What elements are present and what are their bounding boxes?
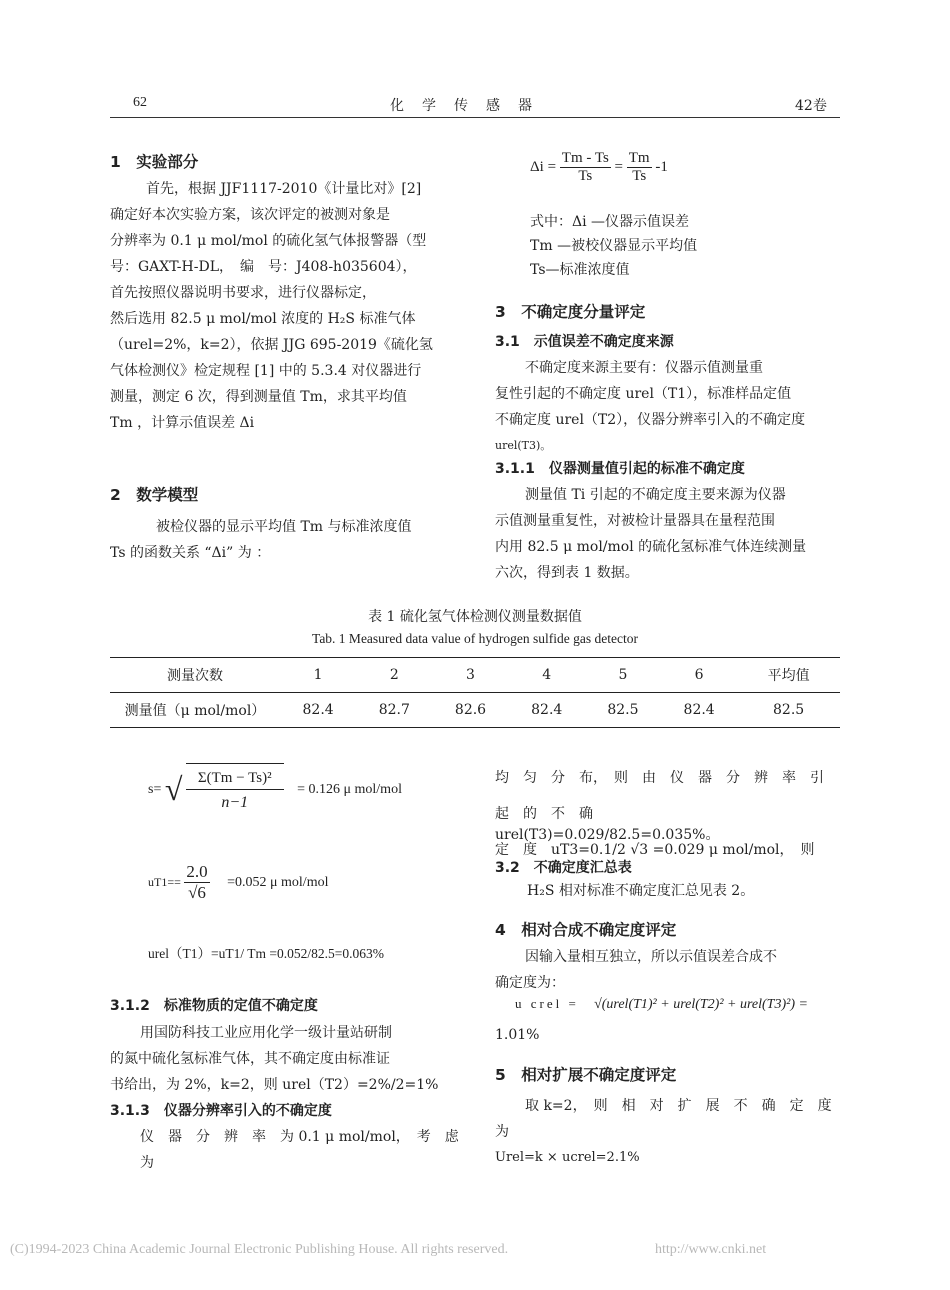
s1-line-10: Tm ，计算示值误差 Δi: [110, 415, 255, 431]
s313-line: 仪 器 分 辨 率 为 0.1 μ mol/mol， 考 虑 为: [140, 1129, 473, 1171]
s5-line-2: Urel=k × ucrel=2.1%: [495, 1150, 640, 1165]
table-header-row: [110, 658, 840, 693]
section-4-title: 4 相对合成不确定度评定: [495, 921, 677, 939]
th-3: 3: [432, 658, 508, 693]
s2-line-2: Ts 的函数关系 “Δi” 为 ：: [110, 545, 271, 561]
th-0: 测量次数: [110, 658, 280, 693]
ut1-num: 2.0: [186, 862, 208, 881]
volume: 42卷: [795, 98, 827, 114]
ucrel-expression: √(urel(T1)² + urel(T2)² + urel(T3)²) =: [594, 997, 808, 1012]
s1-line-4: 号：GAXT-H-DL， 编 号：J408-h035604），: [110, 259, 417, 275]
section-3-1-body: [495, 355, 840, 459]
section-5-body: [495, 1093, 846, 1171]
section-3-1-2-body: [110, 1020, 465, 1098]
s1-line-5: 首先按照仪器说明书要求，进行仪器标定，: [110, 285, 376, 301]
s-den: n−1: [186, 789, 284, 816]
th-5: 5: [585, 658, 661, 693]
s-num: Σ(Tm − Ts)²: [197, 770, 272, 786]
journal-title: 化 学 传 感 器: [390, 98, 534, 114]
urel-t1: urel（T1）=uT1/ Tm =0.052/82.5=0.063%: [148, 946, 384, 961]
s-frac: [186, 763, 284, 816]
s1-line-6: 然后选用 82.5 μ mol/mol 浓度的 H₂S 标准气体: [110, 311, 416, 327]
th-6: 6: [661, 658, 737, 693]
resolution-text: [495, 760, 840, 868]
s32-line: H₂S 相对标准不确定度汇总见表 2。: [527, 883, 755, 899]
s-label: s=: [148, 781, 162, 797]
data-table: [110, 657, 840, 728]
footer-copyright: (C)1994-2023 China Academic Journal Electronic Publishing House. All rights reserved.: [10, 1242, 509, 1257]
s31-line-2: 复性引起的不确定度 urel（T1），标准样品定值: [495, 386, 792, 402]
td-6: 82.4: [661, 693, 737, 728]
s2-line-1: 被检仪器的显示平均值 Tm 与标准浓度值: [156, 519, 412, 535]
page-number: 62: [133, 95, 147, 110]
s-formula: [148, 763, 402, 816]
s1-line-3: 分辨率为 0.1 μ mol/mol 的硫化氢气体报警器（型: [110, 233, 427, 249]
ucrel-formula: [515, 996, 808, 1013]
section-1-title: 1 实验部分: [110, 153, 199, 171]
section-3-1-title: 3.1 示值误差不确定度来源: [495, 334, 674, 350]
section-5-title: 5 相对扩展不确定度评定: [495, 1066, 677, 1084]
formula-num-1: Tm - Ts: [561, 150, 609, 166]
where-2: Tm —被校仪器显示平均值: [530, 238, 698, 254]
section-2-title: 2 数学模型: [110, 486, 199, 504]
section-3-1-3-title: 3.1.3 仪器分辨率引入的不确定度: [110, 1103, 332, 1119]
section-3-2-title: 3.2 不确定度汇总表: [495, 860, 632, 876]
footer-url[interactable]: http://www.cnki.net: [655, 1242, 767, 1257]
formula-tail: -1: [655, 159, 668, 175]
where-3: Ts—标准浓度值: [530, 262, 630, 278]
td-5: 82.5: [585, 693, 661, 728]
s4-line-2: 确定度为：: [495, 975, 565, 991]
rb-line-3: urel(T3)=0.029/82.5=0.035%。: [495, 827, 720, 843]
section-3-1-2-title: 3.1.2 标准物质的定值不确定度: [110, 998, 318, 1014]
rb-line-2: 定 度 uT3=0.1/2 √3 =0.029 μ mol/mol， 则: [495, 842, 815, 858]
th-4: 4: [509, 658, 585, 693]
section-1-body: [110, 176, 465, 436]
s-value: = 0.126 μ mol/mol: [297, 781, 402, 797]
section-3-1-1-title: 3.1.1 仪器测量值引起的标准不确定度: [495, 461, 745, 477]
sqrt-icon: √: [164, 771, 183, 807]
ucrel-label: u crel =: [515, 996, 579, 1011]
ut1-value: =0.052 μ mol/mol: [227, 874, 329, 890]
s5-line-1: 取 k=2， 则 相 对 扩 展 不 确 定 度 为: [495, 1098, 846, 1140]
td-4: 82.4: [509, 693, 585, 728]
s4-line-1: 因输入量相互独立，所以示值误差合成不: [525, 949, 777, 965]
formula-den-2: Ts: [627, 167, 652, 185]
th-7: 平均值: [737, 658, 840, 693]
header-rule: [110, 117, 840, 118]
th-1: 1: [280, 658, 356, 693]
s312-line-2: 的氮中硫化氢标准气体，其不确定度由标准证: [110, 1051, 390, 1067]
s31-line-1: 不确定度来源主要有：仪器示值测量重: [525, 360, 763, 376]
td-7: 82.5: [737, 693, 840, 728]
s1-line-8: 气体检测仪》检定规程 [1] 中的 5.3.4 对仪器进行: [110, 363, 422, 379]
s311-line-4: 六次，得到表 1 数据。: [495, 565, 639, 581]
formula-frac-2: [627, 150, 652, 185]
section-3-1-1-body: [495, 482, 840, 586]
section-2-body: [110, 514, 465, 566]
section-4-body: [495, 944, 840, 996]
ut1-label: uT1==: [148, 875, 181, 889]
td-3: 82.6: [432, 693, 508, 728]
th-2: 2: [356, 658, 432, 693]
td-0: 测量值（μ mol/mol）: [110, 693, 280, 728]
s311-line-2: 示值测量重复性，对被检计量器具在量程范围: [495, 513, 775, 529]
s31-line-3: 不确定度 urel（T2），仪器分辨率引入的不确定度: [495, 412, 806, 428]
s31-line-4: urel(T3)。: [495, 439, 552, 452]
s1-line-7: （urel=2%，k=2），依据 JJG 695-2019《硫化氢: [110, 337, 433, 353]
ut1-den: √6: [184, 882, 209, 903]
ucrel-result: 1.01%: [495, 1027, 540, 1043]
where-1: 式中：Δi —仪器示值误差: [530, 214, 690, 230]
ut1-formula: [148, 862, 328, 903]
s1-line-2: 确定好本次实验方案，该次评定的被测对象是: [110, 207, 390, 223]
s311-line-1: 测量值 Ti 引起的不确定度主要来源为仪器: [525, 487, 786, 503]
formula-lhs: Δi =: [530, 159, 557, 175]
formula-frac-1: [560, 150, 611, 185]
formula-den-1: Ts: [560, 167, 611, 185]
table-row: [110, 693, 840, 728]
formula-legend: [530, 210, 697, 282]
s1-line-1: 首先，根据 JJF1117-2010《计量比对》[2]: [146, 181, 422, 197]
td-2: 82.7: [356, 693, 432, 728]
formula-num-2: Tm: [628, 150, 650, 166]
s311-line-3: 内用 82.5 μ mol/mol 的硫化氢标准气体连续测量: [495, 539, 807, 555]
section-3-title: 3 不确定度分量评定: [495, 303, 646, 321]
delta-formula: Δi = $\frac{Tm - Ts}{Ts}$ = $\frac{Tm}{Ts}$ -1: [530, 150, 668, 184]
table-caption: [110, 606, 840, 650]
td-1: 82.4: [280, 693, 356, 728]
rb-line-1: 均 匀 分 布， 则 由 仪 器 分 辨 率 引 起 的 不 确: [495, 770, 838, 822]
s1-line-9: 测量，测定 6 次，得到测量值 Tm，求其平均值: [110, 389, 407, 405]
s312-line-1: 用国防科技工业应用化学一级计量站研制: [140, 1025, 392, 1041]
s312-line-3: 书给出，为 2%，k=2，则 urel（T2）=2%/2=1%: [110, 1077, 439, 1093]
table-caption-cn: 表 1 硫化氢气体检测仪测量数据值: [368, 609, 582, 625]
table-caption-en: Tab. 1 Measured data value of hydrogen sulfide gas detector: [312, 631, 638, 646]
ut1-frac: [184, 862, 209, 903]
